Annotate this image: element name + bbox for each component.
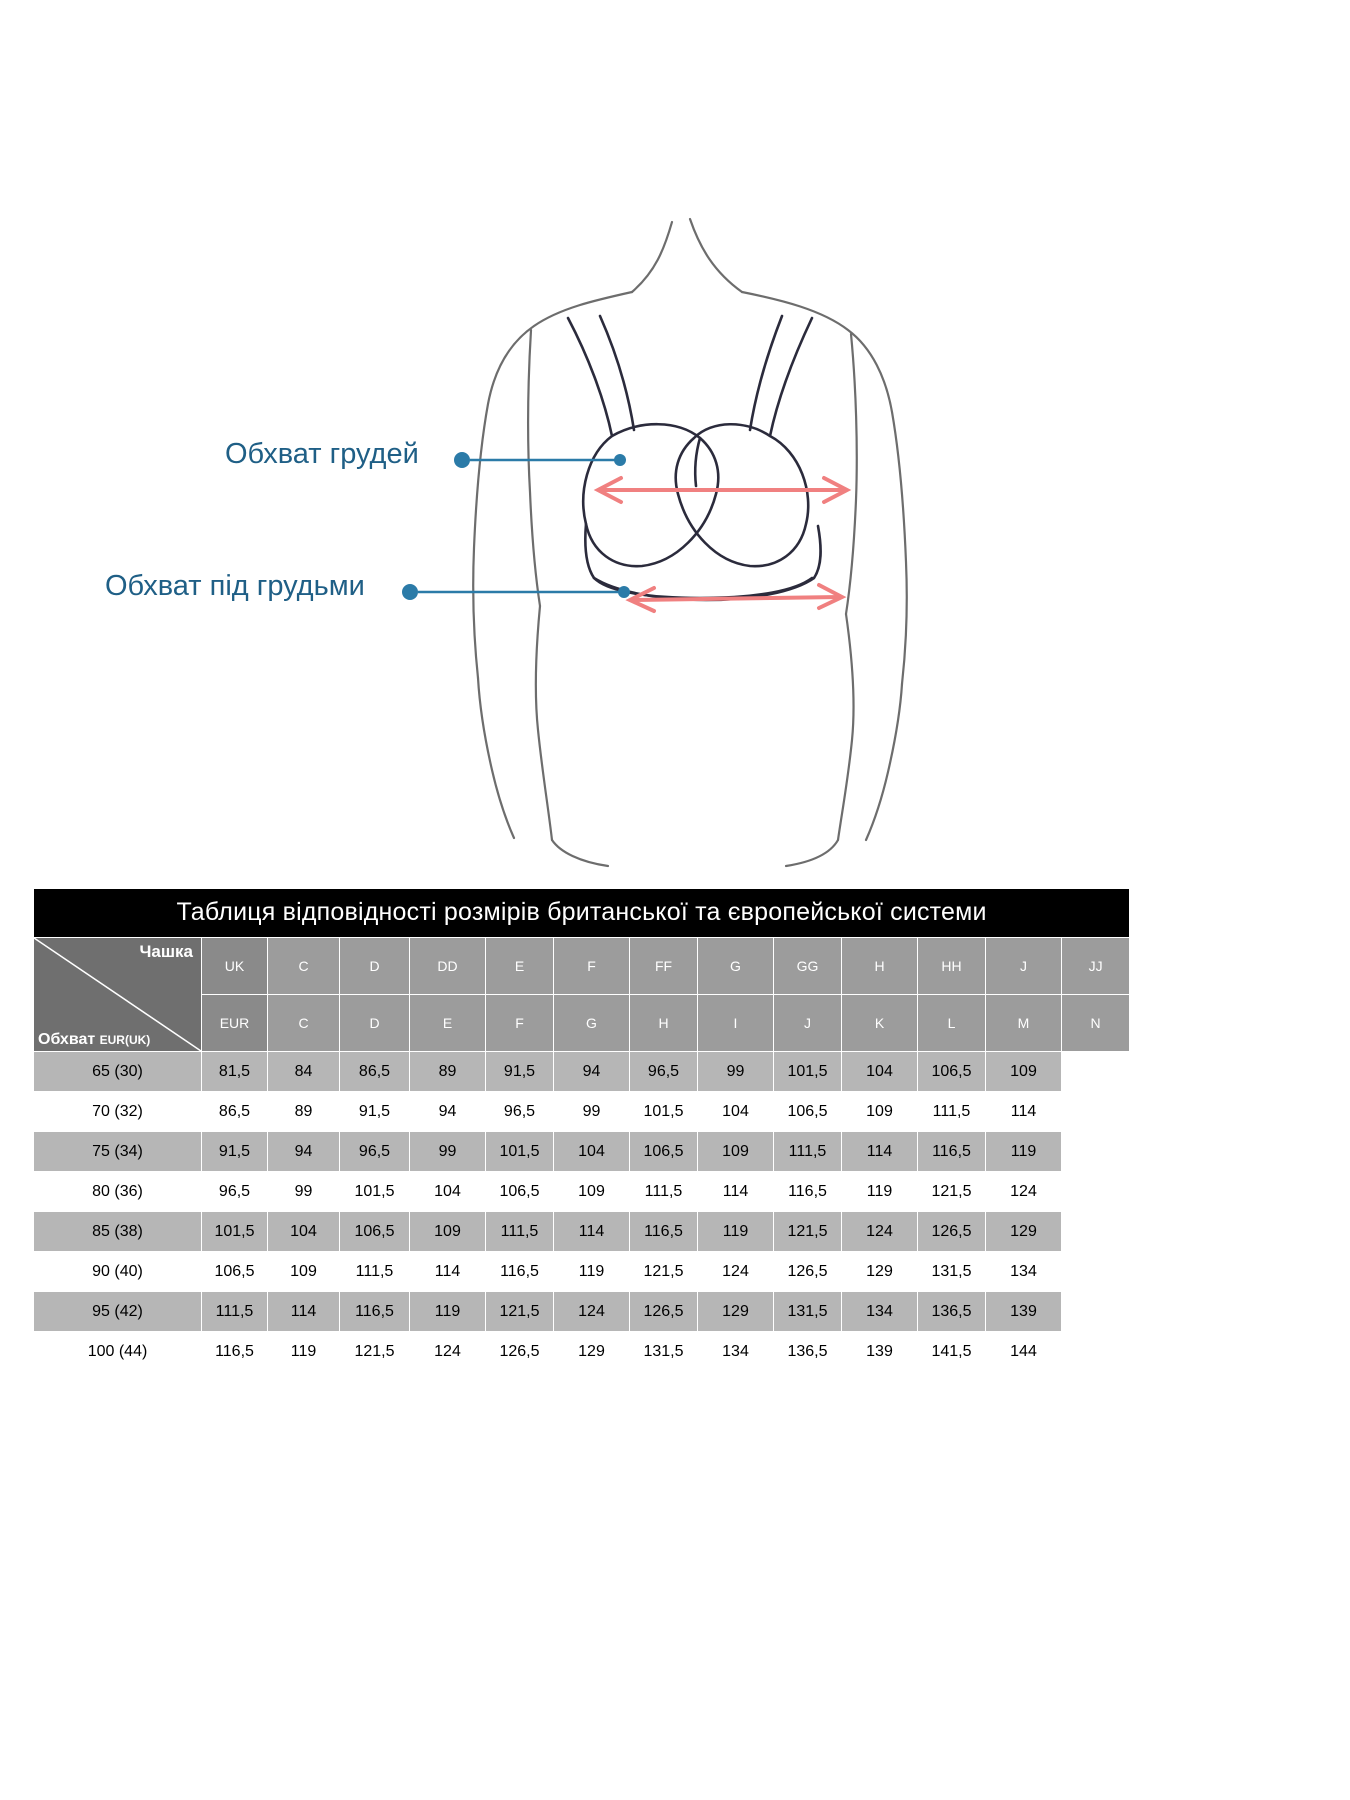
- table-title: Таблиця відповідності розмірів британської та європейської системи: [34, 889, 1130, 938]
- size-cell: 101,5: [340, 1172, 410, 1212]
- table-row: [34, 1052, 1130, 1092]
- size-cell: 84: [268, 1052, 340, 1092]
- table-row: [34, 1132, 1130, 1172]
- table-row: [34, 1332, 1130, 1372]
- size-cell: 144: [986, 1332, 1062, 1372]
- size-cell: 116,5: [918, 1132, 986, 1172]
- size-cell: 109: [554, 1172, 630, 1212]
- size-cell: 121,5: [630, 1252, 698, 1292]
- band-size-label: 75 (34): [34, 1132, 202, 1172]
- cup-header-uk: H: [842, 938, 918, 995]
- system-label-eur: EUR: [202, 995, 268, 1052]
- bra-outline: [568, 316, 821, 600]
- size-cell: 119: [268, 1332, 340, 1372]
- cup-header-uk: F: [554, 938, 630, 995]
- size-cell: 89: [410, 1052, 486, 1092]
- cup-header-eur: D: [340, 995, 410, 1052]
- size-cell: 111,5: [630, 1172, 698, 1212]
- size-cell: 129: [986, 1212, 1062, 1252]
- bust-measure-label: Обхват грудей: [225, 438, 419, 470]
- size-cell: 119: [842, 1172, 918, 1212]
- band-size-label: 65 (30): [34, 1052, 202, 1092]
- size-cell: 124: [410, 1332, 486, 1372]
- size-cell: 131,5: [918, 1252, 986, 1292]
- size-cell: 99: [554, 1092, 630, 1132]
- size-cell: 141,5: [918, 1332, 986, 1372]
- size-cell: 109: [842, 1092, 918, 1132]
- band-size-label: 70 (32): [34, 1092, 202, 1132]
- cup-header-uk: DD: [410, 938, 486, 995]
- underbust-arrow: [630, 585, 842, 611]
- size-cell: 114: [268, 1292, 340, 1332]
- cup-header-uk: J: [986, 938, 1062, 995]
- size-cell: 104: [268, 1212, 340, 1252]
- cup-header-eur: F: [486, 995, 554, 1052]
- size-cell: 96,5: [202, 1172, 268, 1212]
- size-cell: 104: [698, 1092, 774, 1132]
- size-cell: 126,5: [630, 1292, 698, 1332]
- size-cell: 119: [698, 1212, 774, 1252]
- size-conversion-table: [33, 888, 1130, 1372]
- table-title-row: [34, 889, 1130, 938]
- corner-cup-label: Чашка: [139, 942, 193, 961]
- size-cell: 109: [268, 1252, 340, 1292]
- band-size-label: 100 (44): [34, 1332, 202, 1372]
- size-chart: [33, 888, 1121, 1372]
- size-cell: 106,5: [630, 1132, 698, 1172]
- size-cell: 121,5: [774, 1212, 842, 1252]
- band-size-label: 85 (38): [34, 1212, 202, 1252]
- cup-header-uk: D: [340, 938, 410, 995]
- cup-header-eur: L: [918, 995, 986, 1052]
- size-cell: 94: [268, 1132, 340, 1172]
- size-cell: 136,5: [774, 1332, 842, 1372]
- cup-header-eur: N: [1062, 995, 1130, 1052]
- size-cell: 131,5: [630, 1332, 698, 1372]
- size-cell: 129: [698, 1292, 774, 1332]
- size-cell: 96,5: [630, 1052, 698, 1092]
- size-cell: 101,5: [486, 1132, 554, 1172]
- cup-header-uk: FF: [630, 938, 698, 995]
- size-cell: 134: [986, 1252, 1062, 1292]
- size-cell: 109: [698, 1132, 774, 1172]
- size-cell: 111,5: [340, 1252, 410, 1292]
- system-label-uk: UK: [202, 938, 268, 995]
- cup-header-uk: C: [268, 938, 340, 995]
- size-cell: 131,5: [774, 1292, 842, 1332]
- cup-header-eur: M: [986, 995, 1062, 1052]
- size-cell: 119: [986, 1132, 1062, 1172]
- size-cell: 86,5: [340, 1052, 410, 1092]
- cup-header-eur: I: [698, 995, 774, 1052]
- cup-header-uk: JJ: [1062, 938, 1130, 995]
- size-cell: 81,5: [202, 1052, 268, 1092]
- table-row: [34, 1172, 1130, 1212]
- size-cell: 111,5: [918, 1092, 986, 1132]
- size-cell: 124: [842, 1212, 918, 1252]
- size-cell: 121,5: [340, 1332, 410, 1372]
- size-cell: 104: [410, 1172, 486, 1212]
- underbust-measure-label: Обхват під грудьми: [105, 570, 365, 602]
- cup-header-eur: K: [842, 995, 918, 1052]
- size-cell: 91,5: [340, 1092, 410, 1132]
- size-cell: 101,5: [630, 1092, 698, 1132]
- size-cell: 106,5: [918, 1052, 986, 1092]
- size-cell: 111,5: [774, 1132, 842, 1172]
- table-row: [34, 1252, 1130, 1292]
- size-cell: 116,5: [202, 1332, 268, 1372]
- band-size-label: 90 (40): [34, 1252, 202, 1292]
- size-cell: 126,5: [486, 1332, 554, 1372]
- size-cell: 114: [986, 1092, 1062, 1132]
- size-cell: 134: [698, 1332, 774, 1372]
- cup-header-uk: E: [486, 938, 554, 995]
- size-cell: 104: [842, 1052, 918, 1092]
- size-cell: 116,5: [630, 1212, 698, 1252]
- band-size-label: 95 (42): [34, 1292, 202, 1332]
- cup-header-uk: G: [698, 938, 774, 995]
- size-cell: 99: [268, 1172, 340, 1212]
- measurement-illustration: [0, 0, 1350, 870]
- size-cell: 134: [842, 1292, 918, 1332]
- band-size-label: 80 (36): [34, 1172, 202, 1212]
- size-cell: 129: [554, 1332, 630, 1372]
- size-cell: 109: [986, 1052, 1062, 1092]
- size-cell: 124: [554, 1292, 630, 1332]
- size-cell: 114: [698, 1172, 774, 1212]
- cup-header-eur: J: [774, 995, 842, 1052]
- header-row-uk: [34, 938, 1130, 995]
- size-cell: 99: [410, 1132, 486, 1172]
- size-cell: 99: [698, 1052, 774, 1092]
- cup-header-uk: HH: [918, 938, 986, 995]
- size-cell: 124: [986, 1172, 1062, 1212]
- size-cell: 111,5: [202, 1292, 268, 1332]
- size-cell: 114: [410, 1252, 486, 1292]
- size-cell: 86,5: [202, 1092, 268, 1132]
- size-cell: 106,5: [340, 1212, 410, 1252]
- size-cell: 101,5: [202, 1212, 268, 1252]
- torso-drawing: [0, 0, 1350, 870]
- size-cell: 124: [698, 1252, 774, 1292]
- size-cell: 116,5: [340, 1292, 410, 1332]
- size-cell: 129: [842, 1252, 918, 1292]
- size-cell: 139: [842, 1332, 918, 1372]
- size-cell: 96,5: [486, 1092, 554, 1132]
- table-corner-cell: [34, 938, 202, 1052]
- table-row: [34, 1212, 1130, 1252]
- size-cell: 101,5: [774, 1052, 842, 1092]
- size-cell: 136,5: [918, 1292, 986, 1332]
- table-row: [34, 1092, 1130, 1132]
- size-cell: 91,5: [486, 1052, 554, 1092]
- size-cell: 121,5: [486, 1292, 554, 1332]
- size-cell: 119: [554, 1252, 630, 1292]
- size-cell: 119: [410, 1292, 486, 1332]
- size-cell: 121,5: [918, 1172, 986, 1212]
- table-row: [34, 1292, 1130, 1332]
- size-cell: 114: [842, 1132, 918, 1172]
- size-cell: 109: [410, 1212, 486, 1252]
- size-cell: 114: [554, 1212, 630, 1252]
- size-cell: 94: [554, 1052, 630, 1092]
- cup-header-uk: GG: [774, 938, 842, 995]
- size-cell: 116,5: [774, 1172, 842, 1212]
- cup-header-eur: C: [268, 995, 340, 1052]
- cup-header-eur: E: [410, 995, 486, 1052]
- size-cell: 116,5: [486, 1252, 554, 1292]
- size-cell: 139: [986, 1292, 1062, 1332]
- cup-header-eur: H: [630, 995, 698, 1052]
- size-cell: 126,5: [774, 1252, 842, 1292]
- size-cell: 89: [268, 1092, 340, 1132]
- corner-eur-label: Обхват EUR(UK): [38, 1031, 151, 1048]
- size-cell: 126,5: [918, 1212, 986, 1252]
- cup-header-eur: G: [554, 995, 630, 1052]
- size-cell: 111,5: [486, 1212, 554, 1252]
- size-cell: 104: [554, 1132, 630, 1172]
- size-cell: 96,5: [340, 1132, 410, 1172]
- size-cell: 106,5: [202, 1252, 268, 1292]
- size-cell: 94: [410, 1092, 486, 1132]
- size-cell: 106,5: [486, 1172, 554, 1212]
- underbust-leader-line: [402, 584, 630, 600]
- size-cell: 106,5: [774, 1092, 842, 1132]
- size-cell: 91,5: [202, 1132, 268, 1172]
- bust-arrow: [598, 478, 847, 502]
